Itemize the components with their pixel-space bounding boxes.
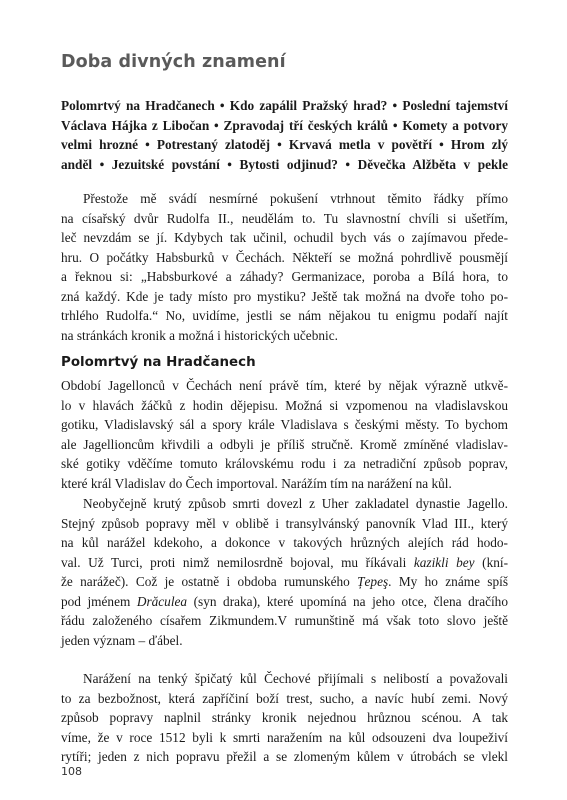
- text-fragment: (syn draka), které upomíná na jeho otce, člena dračího: [187, 593, 508, 609]
- text-line: [61, 592, 508, 612]
- paragraph-impalement: [61, 669, 508, 767]
- text-line: Neobyčejně krutý způsob smrti dovezl z Uher zakladatel dynastie Jagello.: [83, 496, 508, 511]
- text-fragment: pod jménem: [61, 593, 137, 609]
- paragraph-jagellonians: [61, 376, 508, 493]
- italic-term: kazikli bey: [413, 554, 475, 570]
- summary-line: Václava Hájka z Libočan • Zpravodaj tří českých králů • Komety a potvory: [61, 117, 508, 133]
- summary-line: Polomrtvý na Hradčanech • Kdo zapálil Pražský hrad? • Poslední tajemství: [61, 98, 508, 113]
- text-line: které král Vladislav do Čech importoval. Narážím tím na narážení na kůl.: [61, 475, 452, 491]
- text-line: na císařský dvůr Rudolfa II., neudělám to. Tu slavnostní chvíli si ušetřím,: [61, 210, 508, 226]
- text-line: Přestože mě svádí nesmírné pokušení vtrhnout těmito řádky přímo: [83, 191, 508, 206]
- text-line: Období Jagellonců v Čechách není právě tím, které by nějak výrazně utkvě-: [61, 378, 508, 393]
- paragraph-vlad: [61, 494, 508, 650]
- text-line: ské gotiky vděčíme tomuto královskému rodu i za netradiční způsob poprav,: [61, 456, 508, 471]
- text-line: to za bezbožnost, která zapříčiní boží trest, sucho, a navíc hubí zemi. Nový: [61, 690, 508, 706]
- text-line: na kůl narážel kdekoho, a dokonce v takových hrůzných alejích rád hodo-: [61, 535, 508, 550]
- chapter-contents-summary: [61, 96, 508, 174]
- text-line: způsob popravy naplnil stránky kronik nejednou hrůznou scénou. A tak: [61, 710, 508, 725]
- text-line: trhlého Rudolfa.“ No, uvidíme, jestli se nám nějakou tu enigmu podaří najít: [61, 308, 508, 323]
- text-line: [61, 553, 508, 573]
- text-fragment: že narážeč). Což je ostatně i obdoba rumunského: [61, 574, 358, 589]
- chapter-title: Doba divných znamení: [61, 52, 286, 72]
- paragraph-intro: [61, 189, 508, 345]
- italic-term: Drăculea: [136, 593, 188, 609]
- text-line: Stejný způsob popravy měl v oblibě i transylvánský panovník Vlad III., který: [61, 515, 508, 531]
- text-line: [61, 572, 508, 592]
- text-fragment: val. Už Turci, proti nimž nemilosrdně bojoval, mu říkávali: [61, 554, 414, 570]
- text-fragment: (kní-: [474, 554, 508, 570]
- text-line: Narážení na tenký špičatý kůl Čechové přijímali s nelibostí a považovali: [83, 671, 508, 686]
- text-line: gotiku, Vladislavský sál a spory krále Vladislava s českými městy. To bychom: [61, 417, 508, 432]
- text-line: zná každý. Kde je tady místo pro mystiku? Ještě tak možná na dvoře toho po-: [61, 288, 508, 304]
- text-line: řádu založeného císařem Zikmundem.V rumunštině má však toto slovo ještě: [61, 613, 508, 628]
- text-line: na stránkách kronik a možná i historických učebnic.: [61, 327, 338, 343]
- text-line: rytíři; jeden z nich popravu přežil a se zlomeným kůlem v útrobách se vlekl: [61, 749, 508, 764]
- text-line: lo v hlavách žáčků z hodin dějepisu. Možná si vzpomenou na vladislavskou: [61, 397, 508, 413]
- text-line: leč nevzdám se jí. Kdybych tak učinil, ochudil bych vás o zajímavou přede-: [61, 230, 508, 245]
- summary-line: anděl • Jezuitské povstání • Bytosti odjinud? • Děvečka Alžběta v pekle: [61, 156, 508, 172]
- text-line: víme, že v roce 1512 byli k smrti naražením na kůl odsouzeni dva loupeživí: [61, 729, 508, 745]
- text-fragment: . My ho známe spíš: [388, 574, 508, 589]
- page-number: 108: [61, 765, 82, 778]
- text-line: hru. O počátky Habsburků v Čechách. Někteří se možná pohrdlivě pousmějí: [61, 249, 508, 265]
- text-line: jeden význam – ďábel.: [61, 632, 183, 648]
- summary-line: velmi hrozné • Potrestaný zlatoděj • Krvavá metla v povětří • Hrom zlý: [61, 137, 508, 153]
- italic-term: Țepeş: [357, 574, 389, 589]
- text-line: a řeknou si: „Habsburkové a záhady? Germanizace, poroba a Bílá hora, to: [61, 269, 508, 284]
- section-heading: Polomrtvý na Hradčanech: [61, 355, 256, 370]
- text-line: ale Jagellioncům křivdili a odbyli je příliš stručně. Kromě zmíněné vladislav-: [61, 436, 508, 452]
